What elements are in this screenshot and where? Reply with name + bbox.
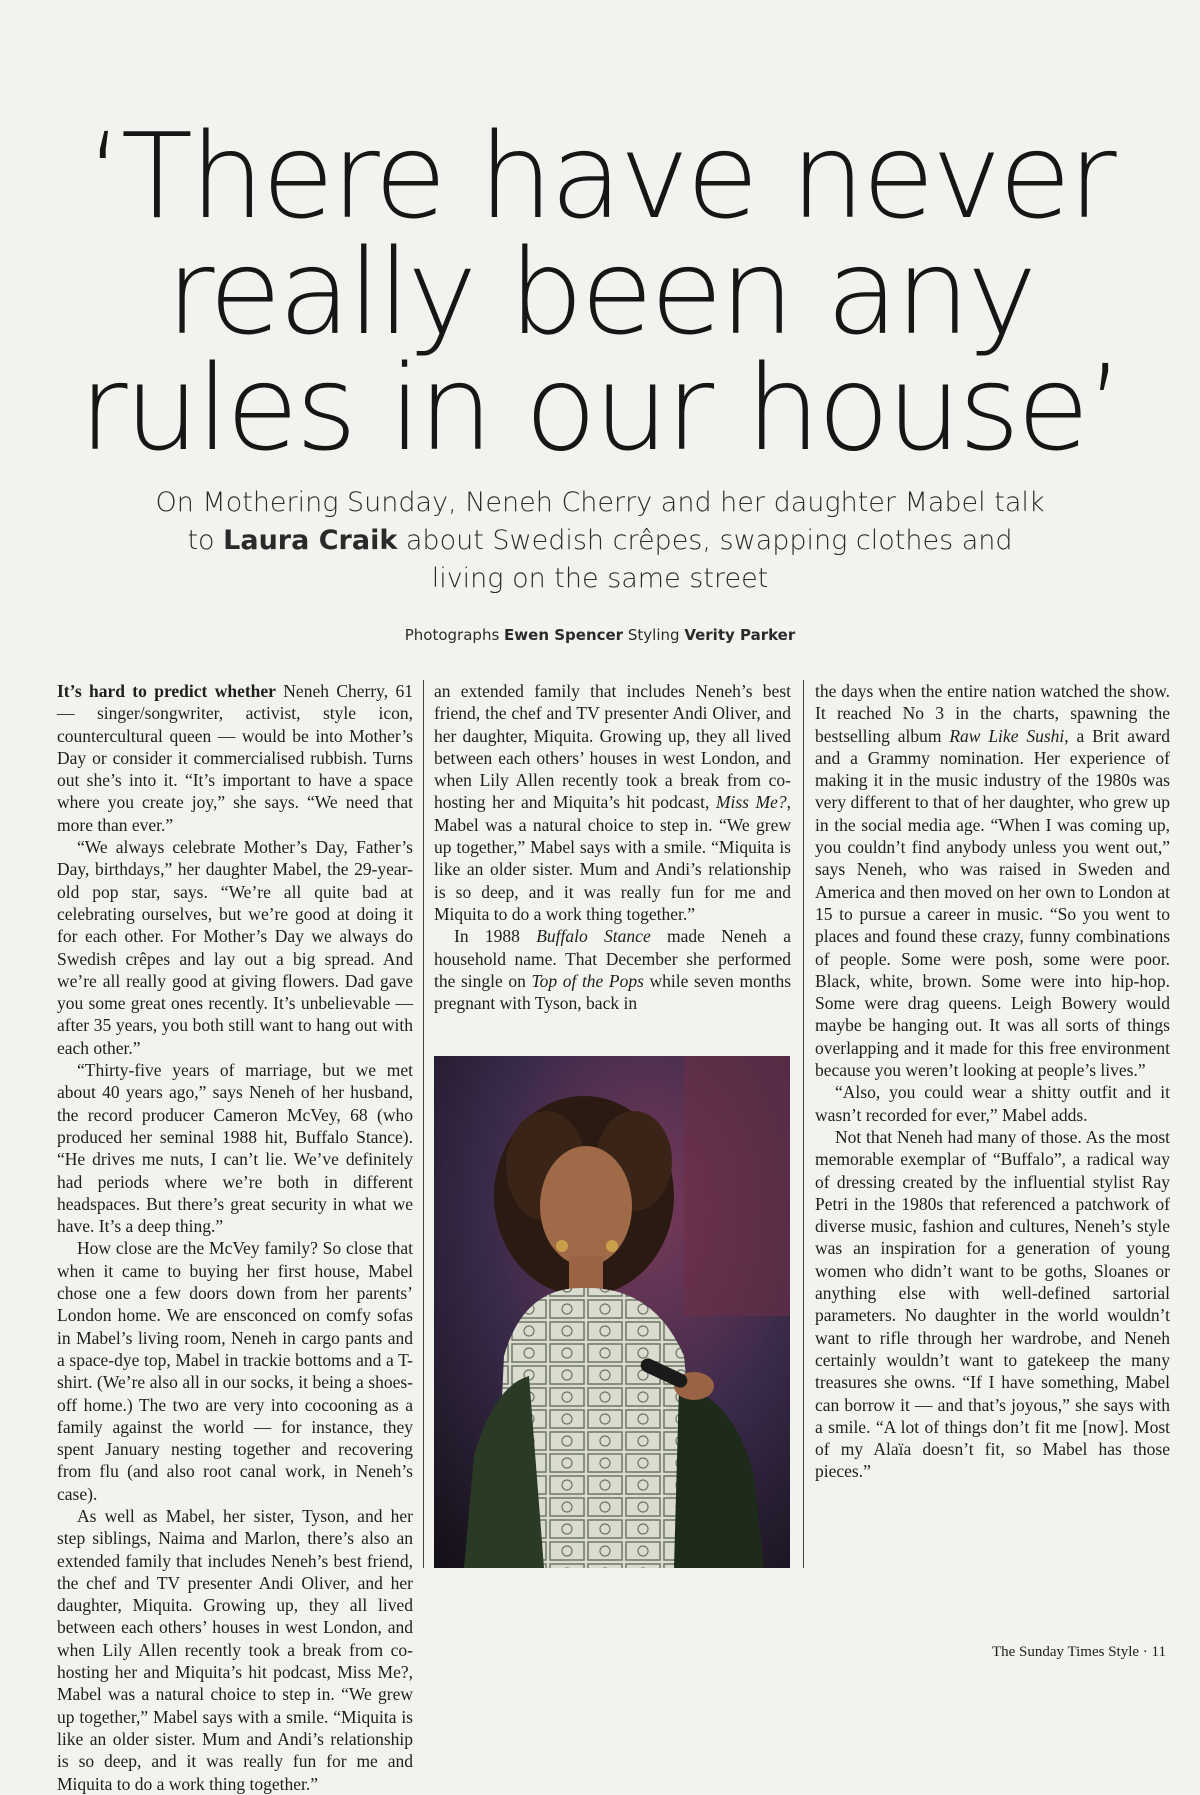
- photo-credits: [0, 626, 1200, 644]
- credit-photo-label: Photographs: [404, 626, 500, 644]
- article-column-3: [815, 680, 1170, 1575]
- page-footer: [992, 1644, 1166, 1661]
- headline: [60, 107, 1140, 477]
- body-paragraph: “We always celebrate Mother’s Day, Father’s Day, birthdays,” her daughter Mabel, the 29-year-old pop star, says. “We’re all quite bad at celebrating ourselves, but we’re good at doing it for each other. For Mother’s Day we always do Swedish crêpes and lay out a big spread. And we’re all really good at giving flowers. Dad gave you some great ones recently. It’s unbelievable — after 35 years, you both still want to hang out with each other.”: [57, 837, 413, 1058]
- article-column-1: [57, 680, 413, 1794]
- body-paragraph: Not that Neneh had many of those. As the most memorable exemplar of “Buffalo”, a radical way of dressing created by the influential stylist Ray Petri in the 1980s that referenced a patchwork of diverse music, fashion and cultures, Neneh’s style was an inspiration for a generation of young women who didn’t want to be goths, Sloanes or anything else with well-defined sartorial parameters. No daughter in the world wouldn’t want to rifle through her wardrobe, and Neneh certainly wouldn’t want to gatekeep the many treasures she owns. “If I have something, Mabel can borrow it — and that’s joyous,” she says with a smile. “A lot of things don’t fit me [now]. Most of my Alaïa doesn’t fit, so Mabel has those pieces.”: [815, 1126, 1170, 1482]
- body-paragraph: “Also, you could wear a shitty outfit and it wasn’t recorded for ever,” Mabel adds.: [815, 1082, 1170, 1125]
- paragraph-text: Neneh Cherry, 61 — singer/songwriter, activist, style icon, countercultural queen — would be into Mother’s Day or consider it commercialised rubbish. Turns out she’s into it. “It’s important to have a space where you create joy,” she says. “We need that more than ever.”: [57, 681, 413, 835]
- column-divider: [803, 680, 804, 1568]
- body-paragraph: [57, 680, 413, 836]
- credit-photo-name: Ewen Spencer: [504, 626, 624, 644]
- headline-line-3: rules in our house’: [78, 339, 1122, 477]
- lead-in: It’s hard to predict whether: [57, 681, 276, 701]
- standfirst: [150, 484, 1050, 598]
- body-paragraph: In 1988 Buffalo Stance made Neneh a household name. That December she performed the single on Top of the Pops while seven months pregnant with Tyson, back in: [434, 926, 792, 1014]
- standfirst-author: Laura Craik: [223, 525, 398, 556]
- footer-separator: ·: [1142, 1644, 1148, 1660]
- photo-neneh-cherry-performing: [434, 1056, 790, 1568]
- headline-line-2: really been any: [165, 223, 1035, 361]
- standfirst-text-pre: On Mothering Sunday, Neneh Cherry and her daughter Mabel talk to: [155, 487, 1045, 556]
- page-number: 11: [1151, 1644, 1166, 1660]
- article-column-2: [434, 680, 791, 1040]
- standfirst-text-post: about Swedish crêpes, swapping clothes and living on the same street: [397, 525, 1013, 594]
- body-paragraph: “Thirty-five years of marriage, but we met about 40 years ago,” says Neneh of her husband, the record producer Cameron McVey, 68 (who produced her seminal 1988 hit, Buffalo Stance). “He drives me nuts, I can’t lie. We’ve definitely had periods where we’re both in different headspaces. But there’s great security in what we have. It’s a deep thing.”: [57, 1060, 413, 1237]
- body-paragraph-continued: an extended family that includes Neneh’s best friend, the chef and TV presenter Andi Oliver, and her daughter, Miquita. Growing up, they all lived between each others’ houses in west London, and when Lily Allen recently took a break from co-hosting her and Miquita’s hit podcast, Miss Me?, Mabel was a natural choice to step in. “We grew up together,” Mabel says with a smile. “Miquita is like an older sister. Mum and Andi’s relationship is so deep, and it was really fun for me and Miquita to do a work thing together.”: [434, 681, 791, 924]
- stage-photo: [434, 1056, 790, 1568]
- credit-styling-name: Verity Parker: [684, 626, 796, 644]
- body-paragraph-continued: the days when the entire nation watched the show. It reached No 3 in the charts, spawning the bestselling album Raw Like Sushi, a Brit award and a Grammy nomination. Her experience of making it in the music industry of the 1980s was very different to that of her daughter, who grew up in the social media age. “When I was coming up, you couldn’t find anybody unless you went out,” says Neneh, who was raised in Sweden and America and then moved on her own to London at 15 to pursue a career in music. “So you went to places and found these crazy, funny combinations of people. Some were posh, some were poor. Black, white, brown. Some were into hip-hop. Some were drag queens. Leigh Bowery would maybe be hanging out. It was all sorts of things overlapping and it made for this free environment because you weren’t looking at people’s lives.”: [815, 681, 1170, 1081]
- body-paragraph: How close are the McVey family? So close that when it came to buying her first house, Mabel chose one a few doors down from her parents’ London home. We are ensconced on comfy sofas in Mabel’s living room, Neneh in cargo pants and a space-dye top, Mabel in trackie bottoms and a T-shirt. (We’re also all in our socks, it being a shoes-off home.) The two are very into cocooning as a family against the world — for instance, they spent January nesting together and recovering from flu (and also root canal work, in Neneh’s case).: [57, 1238, 413, 1504]
- headline-line-1: ‘There have never: [86, 107, 1114, 245]
- column-divider: [423, 680, 424, 1568]
- publication-name: The Sunday Times Style: [991, 1644, 1140, 1660]
- credit-styling-label: Styling: [627, 626, 680, 644]
- body-paragraph: As well as Mabel, her sister, Tyson, and her step siblings, Naima and Marlon, there’s also an extended family that includes Neneh’s best friend, the chef and TV presenter Andi Oliver, and her daughter, Miquita. Growing up, they all lived between each others’ houses in west London, and when Lily Allen recently took a break from co-hosting her and Miquita’s hit podcast, Miss Me?, Mabel was a natural choice to step in. “We grew up together,” Mabel says with a smile. “Miquita is like an older sister. Mum and Andi’s relationship is so deep, and it was really fun for me and Miquita to do a work thing together.”: [57, 1505, 413, 1794]
